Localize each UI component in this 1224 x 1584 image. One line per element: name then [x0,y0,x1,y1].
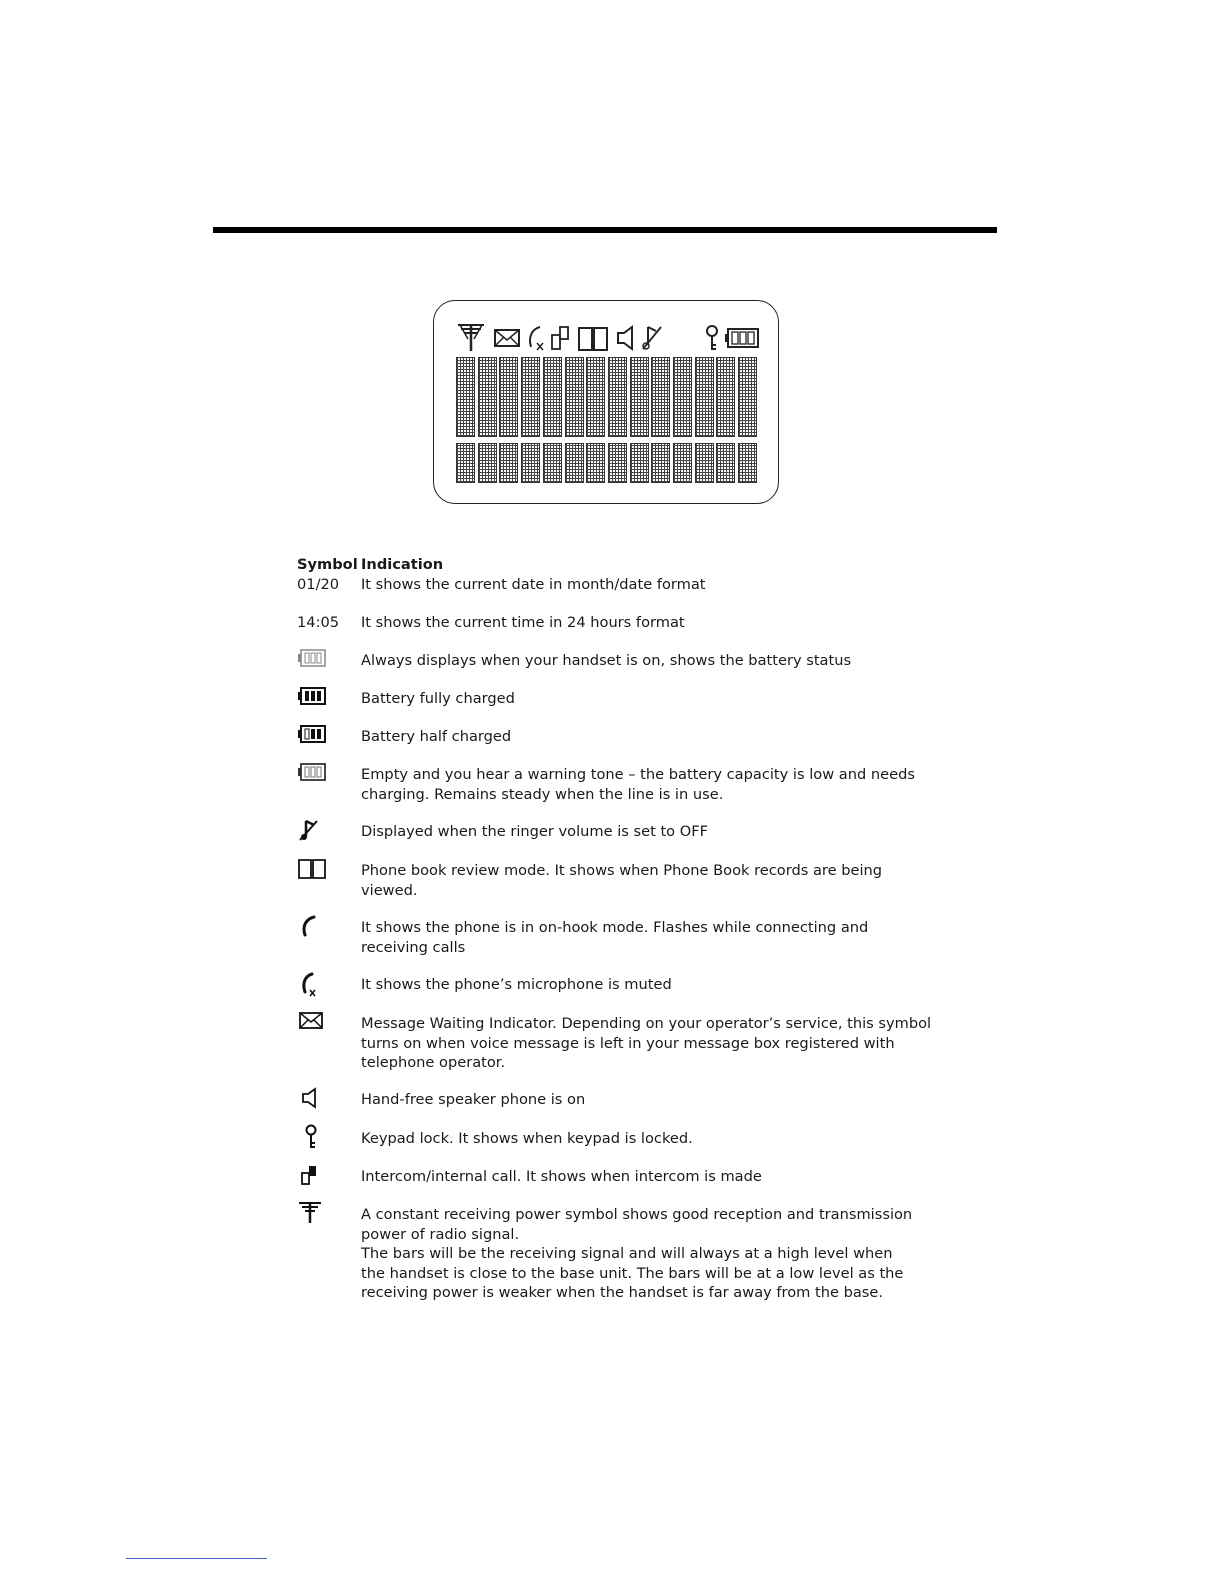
lcd-character-cell [695,357,714,437]
battery-outline-icon [297,647,327,669]
ringer-off-icon [640,323,664,353]
phone-book-icon [297,857,327,881]
message-envelope-icon [297,1010,325,1032]
row-text: turns on when voice message is left in your message box registered with [361,1034,895,1052]
row-text: Hand-free speaker phone is on [361,1091,586,1108]
row-text: It shows the current date in month/date format [361,576,706,593]
lcd-character-cell [565,443,584,483]
lcd-character-cell [630,357,649,437]
lcd-character-cell [738,443,757,483]
message-envelope-icon [492,323,522,353]
row-text: the handset is close to the base unit. The bars will be at a low level as the [361,1264,904,1282]
row-text: viewed. [361,881,418,899]
lcd-display-diagram [433,300,779,504]
row-text: Displayed when the ringer volume is set to OFF [361,823,709,840]
row-text: Keypad lock. It shows when keypad is locked. [361,1130,693,1147]
row-text: charging. Remains steady when the line is in use. [361,785,724,803]
battery-outline-icon [724,323,760,353]
date-symbol: 01/20 [297,576,340,593]
lcd-character-cell [651,357,670,437]
row-text: Phone book review mode. It shows when Phone Book records are being [361,862,883,879]
handset-icon [297,914,321,938]
lcd-character-cell [521,443,540,483]
row-text: power of radio signal. [361,1225,520,1243]
row-text: receiving power is weaker when the handset is far away from the base. [361,1284,884,1301]
row-text: Intercom/internal call. It shows when intercom is made [361,1168,762,1185]
lcd-character-cell [608,357,627,437]
intercom-icon [548,323,572,353]
battery-full-icon [297,685,327,707]
lcd-character-cell [499,443,518,483]
lcd-character-cell [478,443,497,483]
row-text: It shows the current time in 24 hours format [361,614,685,631]
lcd-character-cell [695,443,714,483]
speaker-icon [614,323,638,353]
row-text: Battery fully charged [361,690,515,707]
time-symbol: 14:05 [297,614,340,631]
ringer-off-icon [297,818,321,842]
lcd-icon-bar [456,323,760,355]
row-text: Battery half charged [361,728,512,745]
row-text: It shows the phone’s microphone is muted [361,976,672,993]
lcd-character-cell [673,443,692,483]
lcd-character-cell [499,357,518,437]
lcd-character-cell [673,357,692,437]
battery-half-icon [297,723,327,745]
lcd-character-cell [543,357,562,437]
mute-icon [524,323,548,353]
lcd-character-cell [565,357,584,437]
header-rule [213,227,997,233]
footer-link-line [126,1558,267,1559]
battery-empty-icon [297,761,327,783]
row-text: Message Waiting Indicator. Depending on your operator’s service, this symbol [361,1015,932,1032]
row-text: A constant receiving power symbol shows good reception and transmission [361,1206,913,1223]
row-text: telephone operator. [361,1054,506,1071]
key-icon [297,1123,321,1151]
lcd-character-cell [608,443,627,483]
lcd-character-cell [586,357,605,437]
row-text: Empty and you hear a warning tone – the battery capacity is low and needs [361,766,915,783]
speaker-icon [297,1086,321,1110]
lcd-character-cell [651,443,670,483]
signal-antenna-icon [297,1201,323,1225]
mute-icon [297,971,321,997]
row-text: receiving calls [361,938,466,956]
phone-book-icon [576,323,610,353]
lcd-character-cell [478,357,497,437]
lcd-character-cell [716,443,735,483]
row-text: It shows the phone is in on-hook mode. Flashes while connecting and [361,919,869,936]
lcd-character-cell [456,357,475,437]
lcd-character-cell [521,357,540,437]
lcd-character-cell [456,443,475,483]
lcd-character-cell [586,443,605,483]
header-indication: Indication [361,556,444,573]
key-icon [702,323,722,353]
row-text: The bars will be the receiving signal and will always at a high level when [361,1245,893,1262]
lcd-character-cell [630,443,649,483]
row-text: Always displays when your handset is on, shows the battery status [361,652,852,669]
header-symbol: Symbol [297,556,358,573]
lcd-character-cell [738,357,757,437]
lcd-character-cell [716,357,735,437]
intercom-icon [297,1163,321,1187]
signal-antenna-icon [456,323,486,353]
lcd-character-cell [543,443,562,483]
